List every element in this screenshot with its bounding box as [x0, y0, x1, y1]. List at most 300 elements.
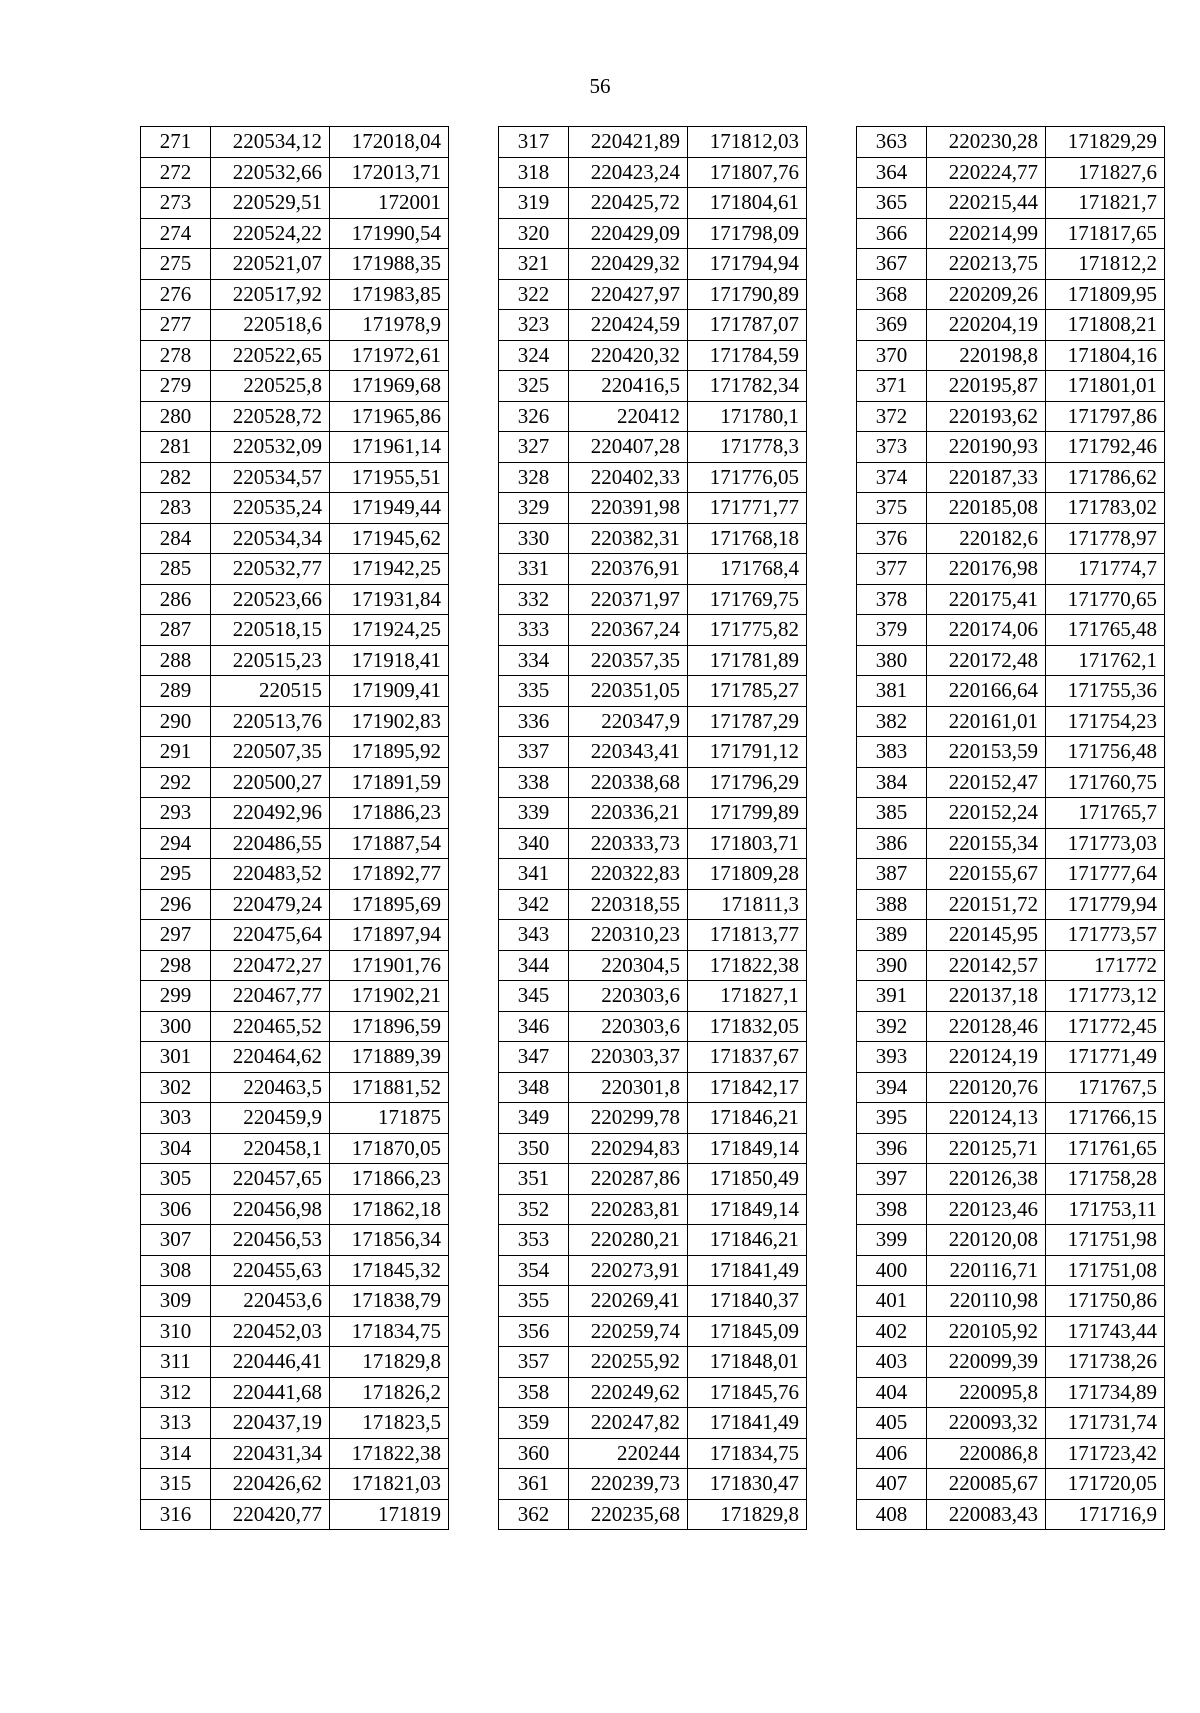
point-number-cell: 378 — [857, 584, 927, 615]
x-coordinate-cell: 220105,92 — [927, 1316, 1046, 1347]
table-row — [141, 523, 449, 554]
x-coordinate-cell: 220151,72 — [927, 889, 1046, 920]
y-coordinate-cell: 171777,64 — [1046, 859, 1165, 890]
point-number-cell: 302 — [141, 1072, 211, 1103]
point-number-cell: 300 — [141, 1011, 211, 1042]
x-coordinate-cell: 220446,41 — [211, 1347, 330, 1378]
table-row — [499, 950, 807, 981]
table-row — [141, 462, 449, 493]
x-coordinate-cell: 220152,24 — [927, 798, 1046, 829]
x-coordinate-cell: 220239,73 — [569, 1469, 688, 1500]
y-coordinate-cell: 171848,01 — [688, 1347, 807, 1378]
table-row — [499, 493, 807, 524]
table-row — [141, 310, 449, 341]
page-number: 56 — [589, 74, 611, 98]
point-number-cell: 369 — [857, 310, 927, 341]
y-coordinate-cell: 171804,16 — [1046, 340, 1165, 371]
table-row — [141, 1286, 449, 1317]
y-coordinate-cell: 171770,65 — [1046, 584, 1165, 615]
x-coordinate-cell: 220095,8 — [927, 1377, 1046, 1408]
point-number-cell: 312 — [141, 1377, 211, 1408]
y-coordinate-cell: 171751,08 — [1046, 1255, 1165, 1286]
x-coordinate-cell: 220382,31 — [569, 523, 688, 554]
table-row — [141, 1316, 449, 1347]
x-coordinate-cell: 220437,19 — [211, 1408, 330, 1439]
x-coordinate-cell: 220534,34 — [211, 523, 330, 554]
point-number-cell: 402 — [857, 1316, 927, 1347]
y-coordinate-cell: 171826,2 — [330, 1377, 449, 1408]
x-coordinate-cell: 220214,99 — [927, 218, 1046, 249]
point-number-cell: 363 — [857, 127, 927, 158]
x-coordinate-cell: 220124,13 — [927, 1103, 1046, 1134]
table-row — [857, 676, 1165, 707]
table-row — [141, 767, 449, 798]
y-coordinate-cell: 171782,34 — [688, 371, 807, 402]
y-coordinate-cell: 171779,94 — [1046, 889, 1165, 920]
point-number-cell: 278 — [141, 340, 211, 371]
x-coordinate-cell: 220304,5 — [569, 950, 688, 981]
point-number-cell: 290 — [141, 706, 211, 737]
point-number-cell: 344 — [499, 950, 569, 981]
y-coordinate-cell: 171846,21 — [688, 1103, 807, 1134]
point-number-cell: 273 — [141, 188, 211, 219]
table-row — [141, 1164, 449, 1195]
y-coordinate-cell: 172001 — [330, 188, 449, 219]
point-number-cell: 401 — [857, 1286, 927, 1317]
x-coordinate-cell: 220190,93 — [927, 432, 1046, 463]
table-row — [499, 706, 807, 737]
table-row — [141, 920, 449, 951]
y-coordinate-cell: 171772 — [1046, 950, 1165, 981]
table-row — [857, 798, 1165, 829]
point-number-cell: 321 — [499, 249, 569, 280]
point-number-cell: 331 — [499, 554, 569, 585]
table-row — [499, 432, 807, 463]
y-coordinate-cell: 171756,48 — [1046, 737, 1165, 768]
table-row — [499, 889, 807, 920]
point-number-cell: 324 — [499, 340, 569, 371]
point-number-cell: 381 — [857, 676, 927, 707]
table-row — [499, 1011, 807, 1042]
table-row — [499, 127, 807, 158]
x-coordinate-cell: 220175,41 — [927, 584, 1046, 615]
table-row — [141, 188, 449, 219]
point-number-cell: 286 — [141, 584, 211, 615]
x-coordinate-cell: 220459,9 — [211, 1103, 330, 1134]
point-number-cell: 332 — [499, 584, 569, 615]
table-row — [141, 584, 449, 615]
table-row — [499, 310, 807, 341]
x-coordinate-cell: 220174,06 — [927, 615, 1046, 646]
y-coordinate-cell: 171902,21 — [330, 981, 449, 1012]
x-coordinate-cell: 220534,57 — [211, 462, 330, 493]
y-coordinate-cell: 171765,7 — [1046, 798, 1165, 829]
x-coordinate-cell: 220280,21 — [569, 1225, 688, 1256]
point-number-cell: 317 — [499, 127, 569, 158]
y-coordinate-cell: 171773,12 — [1046, 981, 1165, 1012]
table-row — [857, 706, 1165, 737]
y-coordinate-cell: 171776,05 — [688, 462, 807, 493]
table-row — [141, 1408, 449, 1439]
table-row — [857, 981, 1165, 1012]
y-coordinate-cell: 171808,21 — [1046, 310, 1165, 341]
x-coordinate-cell: 220515,23 — [211, 645, 330, 676]
x-coordinate-cell: 220120,08 — [927, 1225, 1046, 1256]
table-row — [141, 1011, 449, 1042]
point-number-cell: 352 — [499, 1194, 569, 1225]
x-coordinate-cell: 220457,65 — [211, 1164, 330, 1195]
y-coordinate-cell: 171845,76 — [688, 1377, 807, 1408]
y-coordinate-cell: 171942,25 — [330, 554, 449, 585]
table-row — [857, 310, 1165, 341]
y-coordinate-cell: 171978,9 — [330, 310, 449, 341]
table-row — [141, 1133, 449, 1164]
y-coordinate-cell: 171827,1 — [688, 981, 807, 1012]
y-coordinate-cell: 171767,5 — [1046, 1072, 1165, 1103]
x-coordinate-cell: 220475,64 — [211, 920, 330, 951]
table-row — [857, 1133, 1165, 1164]
point-number-cell: 386 — [857, 828, 927, 859]
table-row — [857, 737, 1165, 768]
y-coordinate-cell: 171812,03 — [688, 127, 807, 158]
point-number-cell: 316 — [141, 1499, 211, 1530]
table-row — [141, 1225, 449, 1256]
y-coordinate-cell: 171945,62 — [330, 523, 449, 554]
point-number-cell: 379 — [857, 615, 927, 646]
y-coordinate-cell: 171790,89 — [688, 279, 807, 310]
y-coordinate-cell: 171768,18 — [688, 523, 807, 554]
table-row — [141, 1438, 449, 1469]
x-coordinate-cell: 220255,92 — [569, 1347, 688, 1378]
table-row — [499, 1194, 807, 1225]
table-row — [499, 1286, 807, 1317]
point-number-cell: 388 — [857, 889, 927, 920]
y-coordinate-cell: 171972,61 — [330, 340, 449, 371]
table-row — [857, 462, 1165, 493]
x-coordinate-cell: 220513,76 — [211, 706, 330, 737]
table-row — [499, 340, 807, 371]
y-coordinate-cell: 171771,77 — [688, 493, 807, 524]
y-coordinate-cell: 171734,89 — [1046, 1377, 1165, 1408]
x-coordinate-cell: 220204,19 — [927, 310, 1046, 341]
point-number-cell: 399 — [857, 1225, 927, 1256]
table-row — [499, 1164, 807, 1195]
y-coordinate-cell: 171902,83 — [330, 706, 449, 737]
y-coordinate-cell: 171743,44 — [1046, 1316, 1165, 1347]
point-number-cell: 329 — [499, 493, 569, 524]
point-number-cell: 342 — [499, 889, 569, 920]
y-coordinate-cell: 171829,8 — [688, 1499, 807, 1530]
point-number-cell: 353 — [499, 1225, 569, 1256]
x-coordinate-cell: 220452,03 — [211, 1316, 330, 1347]
point-number-cell: 313 — [141, 1408, 211, 1439]
table-row — [857, 767, 1165, 798]
table-row — [141, 981, 449, 1012]
x-coordinate-cell: 220213,75 — [927, 249, 1046, 280]
y-coordinate-cell: 171731,74 — [1046, 1408, 1165, 1439]
point-number-cell: 328 — [499, 462, 569, 493]
point-number-cell: 284 — [141, 523, 211, 554]
y-coordinate-cell: 171829,8 — [330, 1347, 449, 1378]
table-row — [499, 249, 807, 280]
point-number-cell: 327 — [499, 432, 569, 463]
point-number-cell: 330 — [499, 523, 569, 554]
table-row — [857, 1438, 1165, 1469]
table-row — [857, 1194, 1165, 1225]
table-row — [141, 1469, 449, 1500]
x-coordinate-cell: 220145,95 — [927, 920, 1046, 951]
table-row — [857, 188, 1165, 219]
y-coordinate-cell: 171841,49 — [688, 1255, 807, 1286]
table-row — [857, 218, 1165, 249]
x-coordinate-cell: 220185,08 — [927, 493, 1046, 524]
y-coordinate-cell: 171811,3 — [688, 889, 807, 920]
y-coordinate-cell: 171819 — [330, 1499, 449, 1530]
point-number-cell: 315 — [141, 1469, 211, 1500]
y-coordinate-cell: 171796,29 — [688, 767, 807, 798]
point-number-cell: 373 — [857, 432, 927, 463]
table-row — [857, 157, 1165, 188]
point-number-cell: 305 — [141, 1164, 211, 1195]
x-coordinate-cell: 220085,67 — [927, 1469, 1046, 1500]
table-row — [857, 1042, 1165, 1073]
point-number-cell: 310 — [141, 1316, 211, 1347]
point-number-cell: 283 — [141, 493, 211, 524]
point-number-cell: 340 — [499, 828, 569, 859]
y-coordinate-cell: 171807,76 — [688, 157, 807, 188]
table-row — [141, 798, 449, 829]
x-coordinate-cell: 220230,28 — [927, 127, 1046, 158]
x-coordinate-cell: 220269,41 — [569, 1286, 688, 1317]
y-coordinate-cell: 171846,21 — [688, 1225, 807, 1256]
table-row — [857, 920, 1165, 951]
table-row — [857, 1469, 1165, 1500]
x-coordinate-cell: 220137,18 — [927, 981, 1046, 1012]
table-row — [857, 401, 1165, 432]
table-row — [141, 279, 449, 310]
y-coordinate-cell: 171755,36 — [1046, 676, 1165, 707]
x-coordinate-cell: 220479,24 — [211, 889, 330, 920]
table-row — [857, 859, 1165, 890]
point-number-cell: 289 — [141, 676, 211, 707]
table-row — [499, 645, 807, 676]
table-row — [857, 1011, 1165, 1042]
table-row — [857, 584, 1165, 615]
x-coordinate-cell: 220423,24 — [569, 157, 688, 188]
y-coordinate-cell: 171897,94 — [330, 920, 449, 951]
x-coordinate-cell: 220367,24 — [569, 615, 688, 646]
table-row — [499, 523, 807, 554]
y-coordinate-cell: 171889,39 — [330, 1042, 449, 1073]
x-coordinate-cell: 220123,46 — [927, 1194, 1046, 1225]
point-number-cell: 299 — [141, 981, 211, 1012]
x-coordinate-cell: 220215,44 — [927, 188, 1046, 219]
x-coordinate-cell: 220155,34 — [927, 828, 1046, 859]
x-coordinate-cell: 220273,91 — [569, 1255, 688, 1286]
x-coordinate-cell: 220303,37 — [569, 1042, 688, 1073]
table-row — [141, 1103, 449, 1134]
point-number-cell: 293 — [141, 798, 211, 829]
table-row — [499, 1133, 807, 1164]
point-number-cell: 357 — [499, 1347, 569, 1378]
x-coordinate-cell: 220125,71 — [927, 1133, 1046, 1164]
table-row — [499, 1377, 807, 1408]
y-coordinate-cell: 171797,86 — [1046, 401, 1165, 432]
y-coordinate-cell: 171822,38 — [688, 950, 807, 981]
x-coordinate-cell: 220524,22 — [211, 218, 330, 249]
point-number-cell: 361 — [499, 1469, 569, 1500]
table-row — [499, 1469, 807, 1500]
table-row — [141, 554, 449, 585]
y-coordinate-cell: 171798,09 — [688, 218, 807, 249]
x-coordinate-cell: 220429,09 — [569, 218, 688, 249]
x-coordinate-cell: 220420,32 — [569, 340, 688, 371]
x-coordinate-cell: 220343,41 — [569, 737, 688, 768]
point-number-cell: 277 — [141, 310, 211, 341]
x-coordinate-cell: 220224,77 — [927, 157, 1046, 188]
point-number-cell: 339 — [499, 798, 569, 829]
y-coordinate-cell: 171787,07 — [688, 310, 807, 341]
y-coordinate-cell: 171862,18 — [330, 1194, 449, 1225]
point-number-cell: 281 — [141, 432, 211, 463]
x-coordinate-cell: 220198,8 — [927, 340, 1046, 371]
y-coordinate-cell: 171799,89 — [688, 798, 807, 829]
x-coordinate-cell: 220120,76 — [927, 1072, 1046, 1103]
table-row — [499, 157, 807, 188]
table-row — [499, 584, 807, 615]
point-number-cell: 366 — [857, 218, 927, 249]
y-coordinate-cell: 171838,79 — [330, 1286, 449, 1317]
point-number-cell: 276 — [141, 279, 211, 310]
x-coordinate-cell: 220455,63 — [211, 1255, 330, 1286]
point-number-cell: 362 — [499, 1499, 569, 1530]
y-coordinate-cell: 171856,34 — [330, 1225, 449, 1256]
x-coordinate-cell: 220152,47 — [927, 767, 1046, 798]
point-number-cell: 309 — [141, 1286, 211, 1317]
x-coordinate-cell: 220429,32 — [569, 249, 688, 280]
y-coordinate-cell: 171823,5 — [330, 1408, 449, 1439]
x-coordinate-cell: 220427,97 — [569, 279, 688, 310]
x-coordinate-cell: 220518,15 — [211, 615, 330, 646]
table-row — [499, 737, 807, 768]
y-coordinate-cell: 171778,97 — [1046, 523, 1165, 554]
table-row — [857, 1072, 1165, 1103]
x-coordinate-cell: 220465,52 — [211, 1011, 330, 1042]
point-number-cell: 274 — [141, 218, 211, 249]
x-coordinate-cell: 220303,6 — [569, 981, 688, 1012]
table-row — [141, 1347, 449, 1378]
x-coordinate-cell: 220424,59 — [569, 310, 688, 341]
y-coordinate-cell: 171783,02 — [1046, 493, 1165, 524]
y-coordinate-cell: 171784,59 — [688, 340, 807, 371]
y-coordinate-cell: 171760,75 — [1046, 767, 1165, 798]
y-coordinate-cell: 171866,23 — [330, 1164, 449, 1195]
point-number-cell: 282 — [141, 462, 211, 493]
y-coordinate-cell: 171837,67 — [688, 1042, 807, 1073]
point-number-cell: 319 — [499, 188, 569, 219]
x-coordinate-cell: 220412 — [569, 401, 688, 432]
point-number-cell: 375 — [857, 493, 927, 524]
table-row — [857, 249, 1165, 280]
y-coordinate-cell: 171830,47 — [688, 1469, 807, 1500]
x-coordinate-cell: 220458,1 — [211, 1133, 330, 1164]
x-coordinate-cell: 220155,67 — [927, 859, 1046, 890]
x-coordinate-cell: 220287,86 — [569, 1164, 688, 1195]
point-number-cell: 304 — [141, 1133, 211, 1164]
table-row — [141, 401, 449, 432]
y-coordinate-cell: 171803,71 — [688, 828, 807, 859]
table-row — [857, 828, 1165, 859]
y-coordinate-cell: 171786,62 — [1046, 462, 1165, 493]
table-row — [141, 1042, 449, 1073]
x-coordinate-cell: 220193,62 — [927, 401, 1046, 432]
y-coordinate-cell: 171787,29 — [688, 706, 807, 737]
x-coordinate-cell: 220116,71 — [927, 1255, 1046, 1286]
x-coordinate-cell: 220093,32 — [927, 1408, 1046, 1439]
table-row — [141, 1255, 449, 1286]
point-number-cell: 348 — [499, 1072, 569, 1103]
y-coordinate-cell: 172013,71 — [330, 157, 449, 188]
table-row — [499, 920, 807, 951]
y-coordinate-cell: 171781,89 — [688, 645, 807, 676]
point-number-cell: 279 — [141, 371, 211, 402]
table-row — [857, 1164, 1165, 1195]
point-number-cell: 355 — [499, 1286, 569, 1317]
point-number-cell: 335 — [499, 676, 569, 707]
table-row — [857, 1255, 1165, 1286]
y-coordinate-cell: 171901,76 — [330, 950, 449, 981]
y-coordinate-cell: 171892,77 — [330, 859, 449, 890]
point-number-cell: 320 — [499, 218, 569, 249]
y-coordinate-cell: 171983,85 — [330, 279, 449, 310]
x-coordinate-cell: 220532,09 — [211, 432, 330, 463]
x-coordinate-cell: 220299,78 — [569, 1103, 688, 1134]
x-coordinate-cell: 220376,91 — [569, 554, 688, 585]
y-coordinate-cell: 171758,28 — [1046, 1164, 1165, 1195]
table-row — [141, 737, 449, 768]
x-coordinate-cell: 220421,89 — [569, 127, 688, 158]
point-number-cell: 397 — [857, 1164, 927, 1195]
point-number-cell: 391 — [857, 981, 927, 1012]
y-coordinate-cell: 171834,75 — [688, 1438, 807, 1469]
point-number-cell: 311 — [141, 1347, 211, 1378]
coordinate-table-3 — [856, 126, 1165, 1530]
y-coordinate-cell: 171792,46 — [1046, 432, 1165, 463]
x-coordinate-cell: 220456,98 — [211, 1194, 330, 1225]
x-coordinate-cell: 220338,68 — [569, 767, 688, 798]
y-coordinate-cell: 171794,94 — [688, 249, 807, 280]
x-coordinate-cell: 220153,59 — [927, 737, 1046, 768]
x-coordinate-cell: 220492,96 — [211, 798, 330, 829]
table-row — [141, 706, 449, 737]
y-coordinate-cell: 171723,42 — [1046, 1438, 1165, 1469]
point-number-cell: 288 — [141, 645, 211, 676]
y-coordinate-cell: 171761,65 — [1046, 1133, 1165, 1164]
x-coordinate-cell: 220083,43 — [927, 1499, 1046, 1530]
x-coordinate-cell: 220099,39 — [927, 1347, 1046, 1378]
table-row — [141, 1499, 449, 1530]
table-row — [499, 1499, 807, 1530]
y-coordinate-cell: 171751,98 — [1046, 1225, 1165, 1256]
table-row — [141, 1377, 449, 1408]
point-number-cell: 297 — [141, 920, 211, 951]
y-coordinate-cell: 171841,49 — [688, 1408, 807, 1439]
y-coordinate-cell: 171840,37 — [688, 1286, 807, 1317]
x-coordinate-cell: 220142,57 — [927, 950, 1046, 981]
point-number-cell: 358 — [499, 1377, 569, 1408]
point-number-cell: 374 — [857, 462, 927, 493]
x-coordinate-cell: 220187,33 — [927, 462, 1046, 493]
